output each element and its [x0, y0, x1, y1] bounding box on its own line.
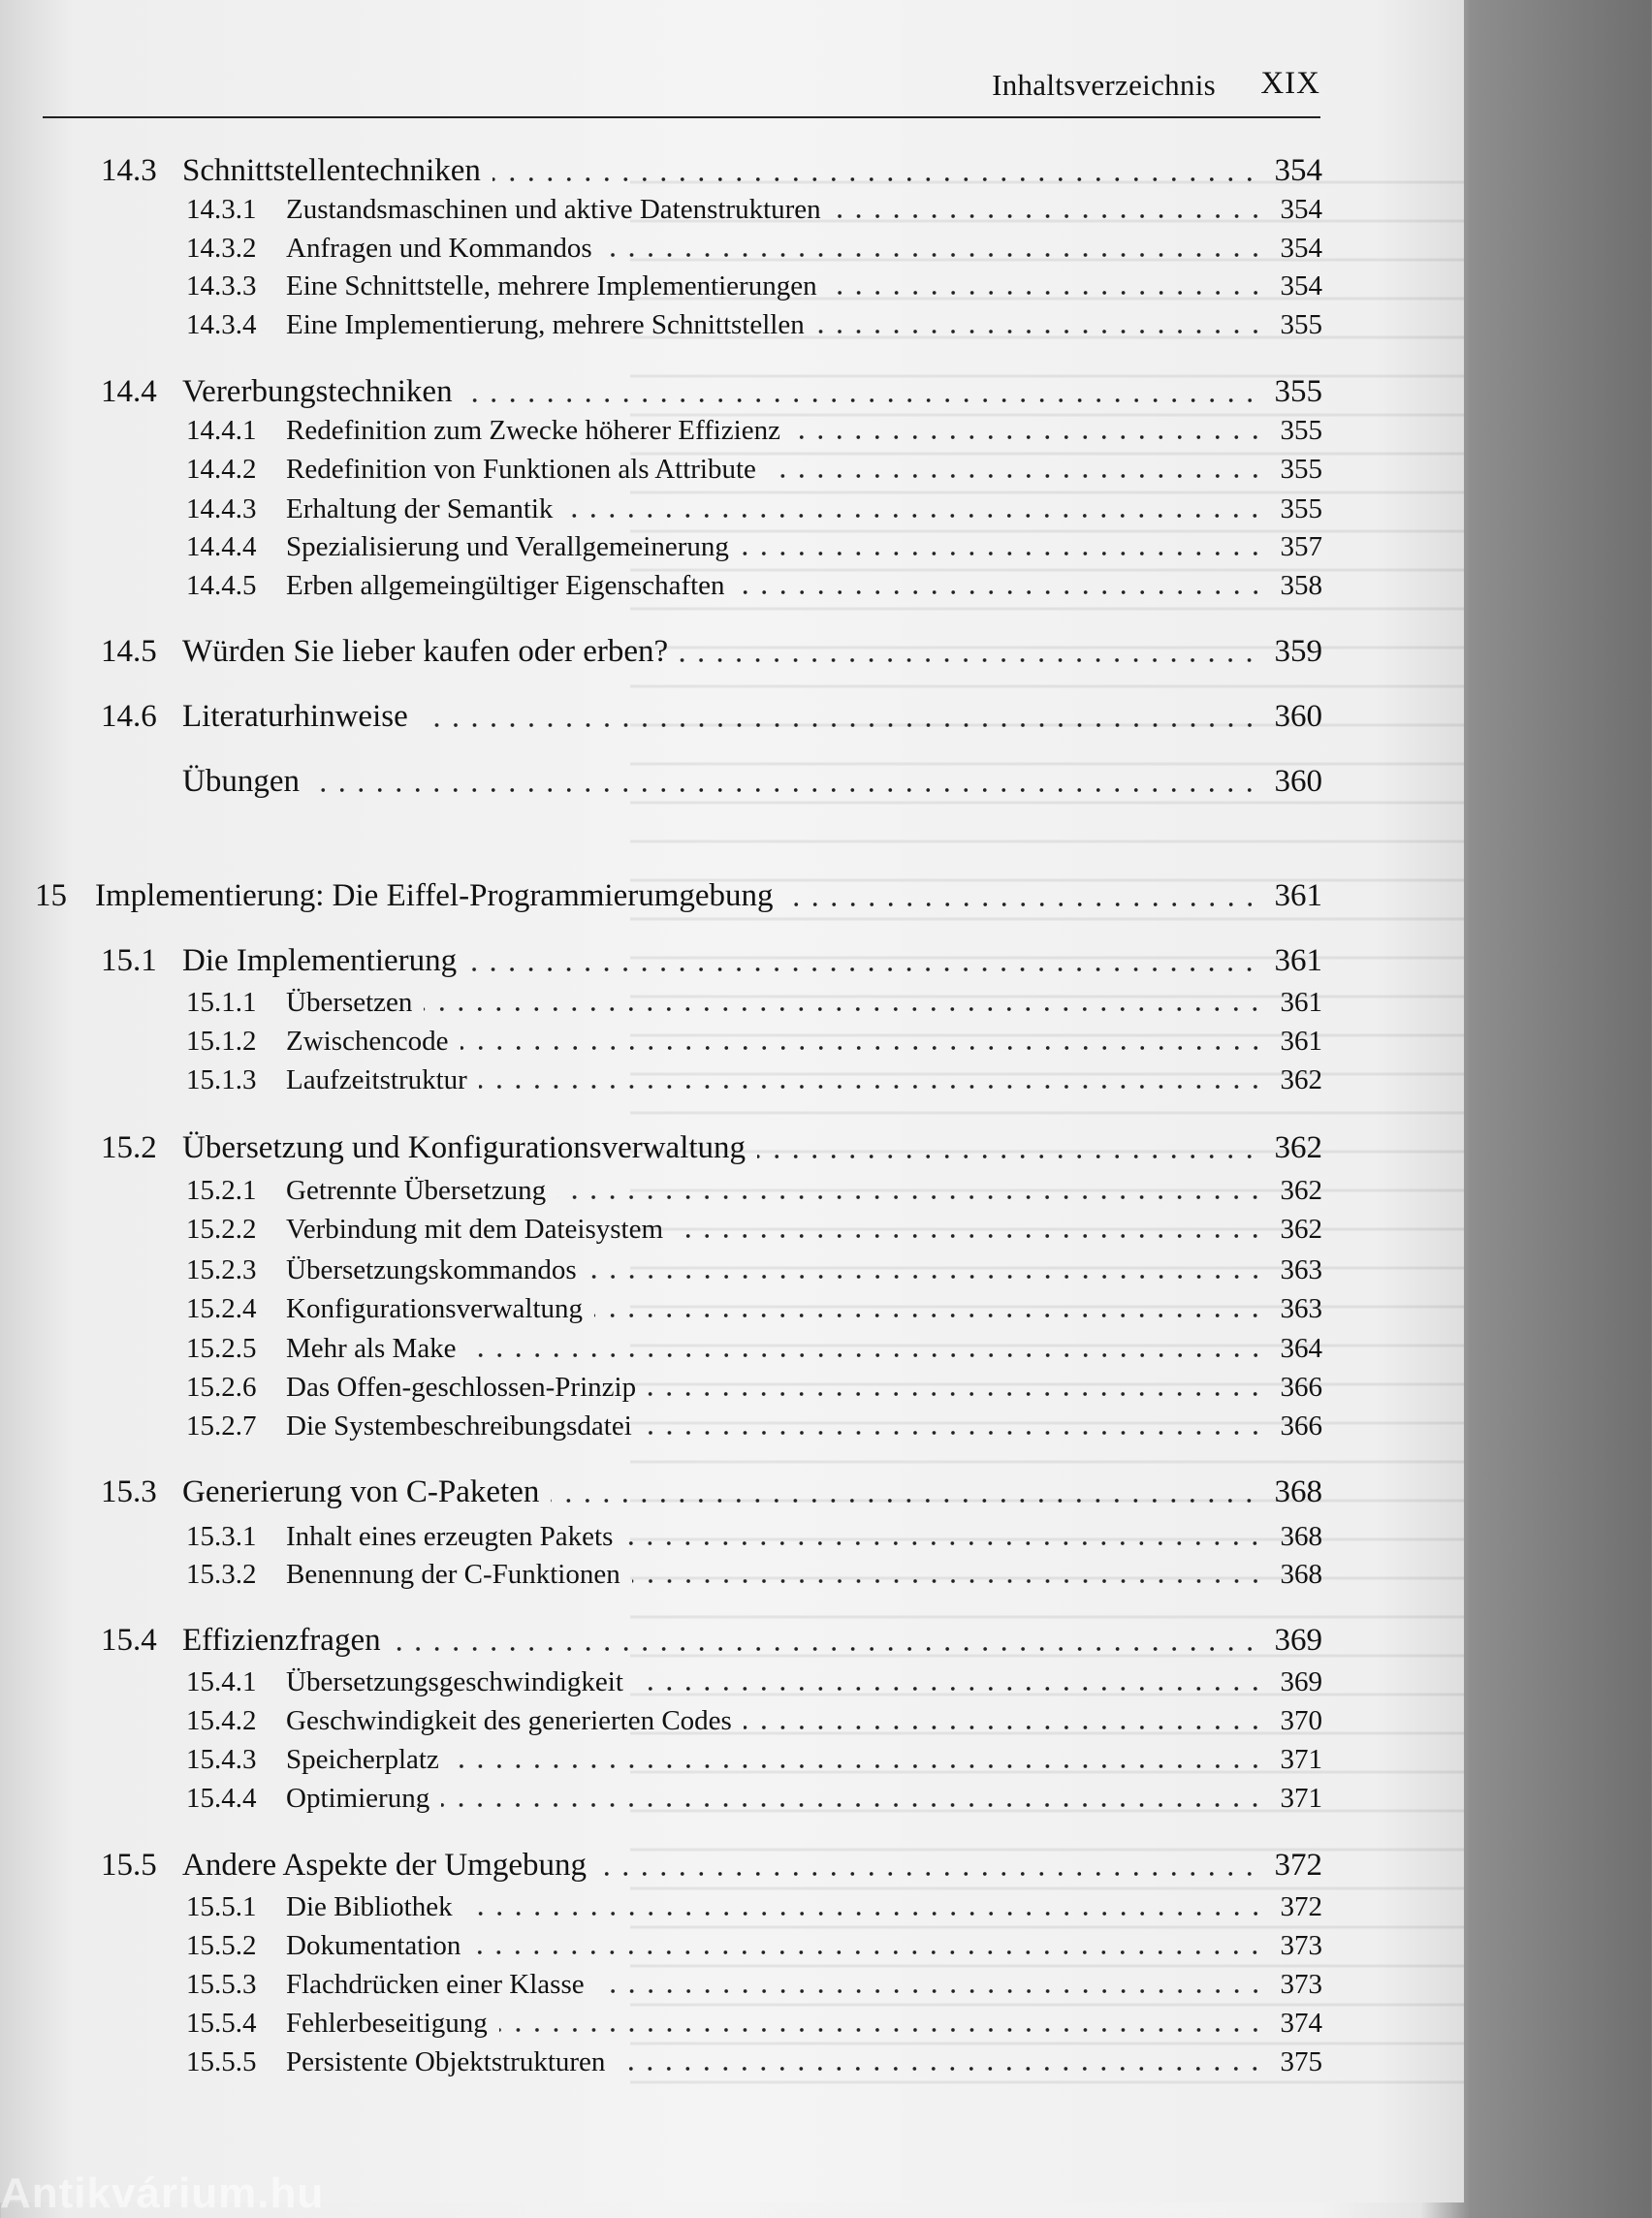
toc-entry-number: 15.3.2: [186, 1559, 257, 1590]
toc-entry-page: 368: [1274, 1474, 1322, 1509]
toc-entry-number: 15.4: [101, 1623, 157, 1658]
dot-leader: [833, 214, 1265, 218]
toc-entry-title: Optimierung: [286, 1783, 430, 1814]
toc-entry: [186, 270, 1322, 302]
toc-entry-title: Generierung von C-Paketen: [182, 1474, 540, 1509]
toc-entry: [186, 1891, 1322, 1923]
toc-entry: [101, 699, 1322, 735]
dot-leader: [311, 788, 1259, 792]
toc-entry-page: 369: [1274, 1623, 1322, 1658]
toc-entry-page: 354: [1280, 233, 1322, 264]
toc-entry-number: 14.4.5: [186, 570, 257, 601]
toc-entry-title: Persistente Objektstrukturen: [286, 2046, 606, 2077]
toc-entry-number: 15.4.4: [186, 1783, 257, 1814]
toc-entry-title: Das Offen-geschlossen-Prinzip: [286, 1372, 637, 1403]
toc-entry-page: 355: [1280, 415, 1322, 446]
toc-entry: [186, 1254, 1322, 1286]
toc-entry-number: 15.5.1: [186, 1891, 257, 1922]
dot-leader: [441, 1803, 1264, 1807]
toc-entry-title: Redefinition zum Zwecke höherer Effizienz: [286, 415, 780, 446]
dot-leader: [604, 253, 1265, 257]
toc-entry-title: Fehlerbeseitigung: [286, 2008, 488, 2039]
toc-entry: [186, 987, 1322, 1019]
toc-entry-title: Die Implementierung: [182, 943, 458, 978]
dot-leader: [744, 1726, 1265, 1729]
toc-entry: [101, 634, 1322, 670]
toc-entry-page: 364: [1280, 1333, 1322, 1364]
toc-entry-title: Spezialisierung und Verallgemeinerung: [286, 531, 729, 562]
toc-entry-page: 361: [1274, 943, 1322, 978]
toc-entry-title: Schnittstellentechniken: [182, 153, 481, 188]
toc-entry-number: 14.4.3: [186, 493, 257, 524]
dot-leader: [451, 1764, 1265, 1768]
toc-entry: [186, 1666, 1322, 1698]
toc-entry-page: 361: [1280, 987, 1322, 1018]
toc-entry-number: 15.2.7: [186, 1410, 257, 1442]
toc-entry-number: 15.3: [101, 1474, 157, 1509]
dot-leader: [393, 1647, 1259, 1651]
dot-leader: [492, 177, 1259, 181]
toc-entry: [101, 1623, 1322, 1659]
toc-entry-page: 354: [1274, 153, 1322, 188]
dot-leader: [829, 291, 1265, 295]
toc-entry-title: Laufzeitstruktur: [286, 1064, 467, 1095]
toc-entry: [101, 1474, 1322, 1510]
toc-entry: [186, 1744, 1322, 1776]
toc-entry-page: 370: [1280, 1705, 1322, 1736]
header-title: Inhaltsverzeichnis: [992, 68, 1216, 102]
toc-entry-page: 360: [1274, 699, 1322, 734]
toc-entry-page: 368: [1280, 1559, 1322, 1590]
toc-entry: [186, 493, 1322, 525]
toc-entry-number: 15.5.2: [186, 1930, 257, 1961]
toc-entry: [186, 1410, 1322, 1442]
toc-entry: [101, 1130, 1322, 1166]
toc-entry: [186, 233, 1322, 265]
toc-entry-page: 372: [1274, 1848, 1322, 1883]
toc-entry-page: 361: [1274, 878, 1322, 913]
toc-entry-page: 363: [1280, 1254, 1322, 1285]
toc-entry-title: Effizienzfragen: [182, 1623, 381, 1658]
toc-entry: [101, 153, 1322, 189]
toc-entry-page: 366: [1280, 1410, 1322, 1442]
toc-entry-number: 15.2.2: [186, 1214, 257, 1245]
toc-entry-page: 373: [1280, 1930, 1322, 1961]
dot-leader: [785, 903, 1259, 906]
toc-entry-page: 354: [1280, 270, 1322, 301]
toc-entry: [186, 1521, 1322, 1553]
dot-leader: [472, 1950, 1264, 1954]
toc-entry-title: Getrennte Übersetzung: [286, 1175, 547, 1206]
toc-entry-title: Verbindung mit dem Dateisystem: [286, 1214, 664, 1245]
dot-leader: [624, 1541, 1264, 1545]
dot-leader: [598, 1872, 1259, 1876]
toc-entry-page: 357: [1280, 531, 1322, 562]
toc-entry: [101, 374, 1322, 410]
toc-entry: [186, 531, 1322, 563]
dot-leader: [675, 1234, 1264, 1238]
toc-entry-number: 15.2.4: [186, 1293, 257, 1324]
toc-entry-number: 14.4.4: [186, 531, 257, 562]
toc-entry-title: Die Bibliothek: [286, 1891, 453, 1922]
toc-entry-title: Erben allgemeingültiger Eigenschaften: [286, 570, 725, 601]
dot-leader: [757, 1155, 1258, 1158]
toc-entry-title: Erhaltung der Semantik: [286, 493, 554, 524]
toc-entry: [186, 1930, 1322, 1962]
dot-leader: [564, 514, 1264, 518]
toc-entry-number: 15.3.1: [186, 1521, 257, 1552]
dot-leader: [648, 1392, 1264, 1396]
toc-entry-title: Andere Aspekte der Umgebung: [182, 1848, 587, 1883]
toc-entry-page: 359: [1274, 634, 1322, 669]
toc-entry-number: 15.5.4: [186, 2008, 257, 2039]
toc-entry: [186, 1175, 1322, 1207]
toc-entry: [186, 194, 1322, 226]
toc-entry-title: Anfragen und Kommandos: [286, 233, 592, 264]
toc-entry-number: 14.4: [101, 374, 157, 409]
toc-entry-page: 373: [1280, 1969, 1322, 2000]
toc-entry: [186, 415, 1322, 447]
toc-entry-number: 15.2: [101, 1130, 157, 1165]
toc-entry-number: 14.4.1: [186, 415, 257, 446]
toc-entry-title: Übersetzen: [286, 987, 413, 1018]
toc-entry: [101, 943, 1322, 979]
toc-entry-title: Literaturhinweise: [182, 699, 408, 734]
toc-entry-number: 14.3.3: [186, 270, 257, 301]
toc-entry: [186, 1372, 1322, 1404]
toc-entry-title: Eine Implementierung, mehrere Schnittstellen: [286, 309, 805, 340]
toc-entry: [186, 1969, 1322, 2001]
toc-entry-page: 355: [1274, 374, 1322, 409]
toc-entry-title: Würden Sie lieber kaufen oder erben?: [182, 634, 669, 669]
toc-entry-title: Geschwindigkeit des generierten Codes: [286, 1705, 732, 1736]
running-header: [43, 64, 1320, 118]
toc-entry-title: Übersetzungsgeschwindigkeit: [286, 1666, 623, 1697]
toc-entry-number: 15.1.3: [186, 1064, 257, 1095]
toc-entry-page: 355: [1280, 493, 1322, 524]
watermark: Antikvárium.hu: [0, 2170, 325, 2217]
toc-entry-page: 375: [1280, 2046, 1322, 2077]
toc-entry: [186, 2046, 1322, 2078]
toc-entry-number: 15.1: [101, 943, 157, 978]
header-page-number: XIX: [1260, 66, 1320, 101]
toc-entry-page: 371: [1280, 1744, 1322, 1775]
dot-leader: [557, 1195, 1264, 1199]
toc-entry-page: 361: [1280, 1026, 1322, 1057]
toc-entry: [186, 1064, 1322, 1096]
dot-leader: [551, 1499, 1258, 1503]
toc-entry-number: 15: [35, 878, 67, 913]
toc-entry-page: 362: [1280, 1214, 1322, 1245]
dot-leader: [464, 1912, 1265, 1916]
toc-entry-number: 15.1.1: [186, 987, 257, 1018]
dot-leader: [644, 1431, 1265, 1435]
toc-entry-page: 366: [1280, 1372, 1322, 1403]
toc-entry-title: Benennung der C-Funktionen: [286, 1559, 620, 1590]
dot-leader: [424, 1007, 1264, 1011]
toc-entry-page: 362: [1280, 1175, 1322, 1206]
toc-entry: [186, 1705, 1322, 1737]
dot-leader: [768, 474, 1265, 478]
dot-leader: [741, 552, 1265, 555]
toc-entry-title: Konfigurationsverwaltung: [286, 1293, 584, 1324]
toc-entry-title: Implementierung: Die Eiffel-Programmierumgebung: [95, 878, 774, 913]
dot-leader: [792, 435, 1265, 439]
toc-entry-number: 14.3.1: [186, 194, 257, 225]
toc-entry-page: 358: [1280, 570, 1322, 601]
dot-leader: [737, 590, 1265, 594]
toc-entry: [186, 309, 1322, 341]
toc-entry-page: 360: [1274, 764, 1322, 799]
toc-entry-page: 362: [1280, 1064, 1322, 1095]
toc-entry-title: Flachdrücken einer Klasse: [286, 1969, 585, 2000]
toc-entry: [101, 764, 1322, 800]
toc-entry-number: 15.2.6: [186, 1372, 257, 1403]
toc-entry-number: 15.5: [101, 1848, 157, 1883]
toc-entry-title: Übungen: [182, 764, 300, 799]
dot-leader: [588, 1275, 1265, 1279]
dot-leader: [464, 398, 1259, 402]
toc-entry-title: Zwischencode: [286, 1026, 449, 1057]
toc-entry-number: 15.4.2: [186, 1705, 257, 1736]
dot-leader: [479, 1085, 1265, 1089]
toc-entry-number: 14.3.4: [186, 309, 257, 340]
toc-entry-number: 15.2.1: [186, 1175, 257, 1206]
toc-entry: [186, 1293, 1322, 1325]
toc-entry-page: 369: [1280, 1666, 1322, 1697]
toc-entry-title: Übersetzungskommandos: [286, 1254, 577, 1285]
toc-entry: [186, 1333, 1322, 1365]
toc-entry-number: 14.3: [101, 153, 157, 188]
toc-entry-number: 14.5: [101, 634, 157, 669]
dot-leader: [499, 2028, 1265, 2032]
toc-entry-page: 355: [1280, 309, 1322, 340]
toc-entry-title: Redefinition von Funktionen als Attribute: [286, 454, 756, 485]
toc-entry-title: Zustandsmaschinen und aktive Datenstrukturen: [286, 194, 821, 225]
toc-entry-page: 372: [1280, 1891, 1322, 1922]
toc-entry: [186, 1026, 1322, 1058]
toc-entry-number: 14.4.2: [186, 454, 257, 485]
dot-leader: [468, 1353, 1265, 1357]
toc-entry-page: 355: [1280, 454, 1322, 485]
toc-entry-number: 15.2.5: [186, 1333, 257, 1364]
toc-entry-title: Mehr als Make: [286, 1333, 457, 1364]
toc-entry: [186, 570, 1322, 602]
toc-entry-number: 15.2.3: [186, 1254, 257, 1285]
toc-entry-page: 363: [1280, 1293, 1322, 1324]
toc-entry-page: 354: [1280, 194, 1322, 225]
toc-entry-number: 15.1.2: [186, 1026, 257, 1057]
toc-entry: [186, 2008, 1322, 2040]
dot-leader: [816, 330, 1265, 333]
toc-entry: [186, 1214, 1322, 1246]
toc-entry-title: Inhalt eines erzeugten Pakets: [286, 1521, 614, 1552]
dot-leader: [617, 2067, 1264, 2071]
dot-leader: [635, 1687, 1265, 1691]
toc-entry: [186, 1559, 1322, 1591]
toc-entry-title: Speicherplatz: [286, 1744, 439, 1775]
dot-leader: [420, 723, 1259, 727]
toc-entry-page: 374: [1280, 2008, 1322, 2039]
toc-entry-title: Vererbungstechniken: [182, 374, 453, 409]
toc-entry-title: Eine Schnittstelle, mehrere Implementierungen: [286, 270, 817, 301]
toc-entry-title: Übersetzung und Konfigurationsverwaltung: [182, 1130, 747, 1165]
toc-entry-page: 368: [1280, 1521, 1322, 1552]
toc-entry-number: 15.4.3: [186, 1744, 257, 1775]
toc-entry-title: Die Systembeschreibungsdatei: [286, 1410, 632, 1442]
toc-entry: [101, 1848, 1322, 1884]
toc-entry: [186, 1783, 1322, 1815]
toc-entry-number: 14.3.2: [186, 233, 257, 264]
dot-leader: [461, 1046, 1265, 1050]
toc-entry-number: 15.5.5: [186, 2046, 257, 2077]
toc-entry-title: Dokumentation: [286, 1930, 461, 1961]
toc-entry: [35, 878, 1322, 914]
toc-entry-page: 371: [1280, 1783, 1322, 1814]
dot-leader: [596, 1989, 1265, 1993]
toc-entry-number: 15.4.1: [186, 1666, 257, 1697]
toc-entry-number: 15.5.3: [186, 1969, 257, 2000]
toc-entry-number: 14.6: [101, 699, 157, 734]
dot-leader: [680, 658, 1258, 662]
toc-entry: [186, 454, 1322, 486]
toc-entry-page: 362: [1274, 1130, 1322, 1165]
dot-leader: [468, 967, 1258, 971]
dot-leader: [632, 1579, 1265, 1583]
dot-leader: [594, 1314, 1264, 1317]
